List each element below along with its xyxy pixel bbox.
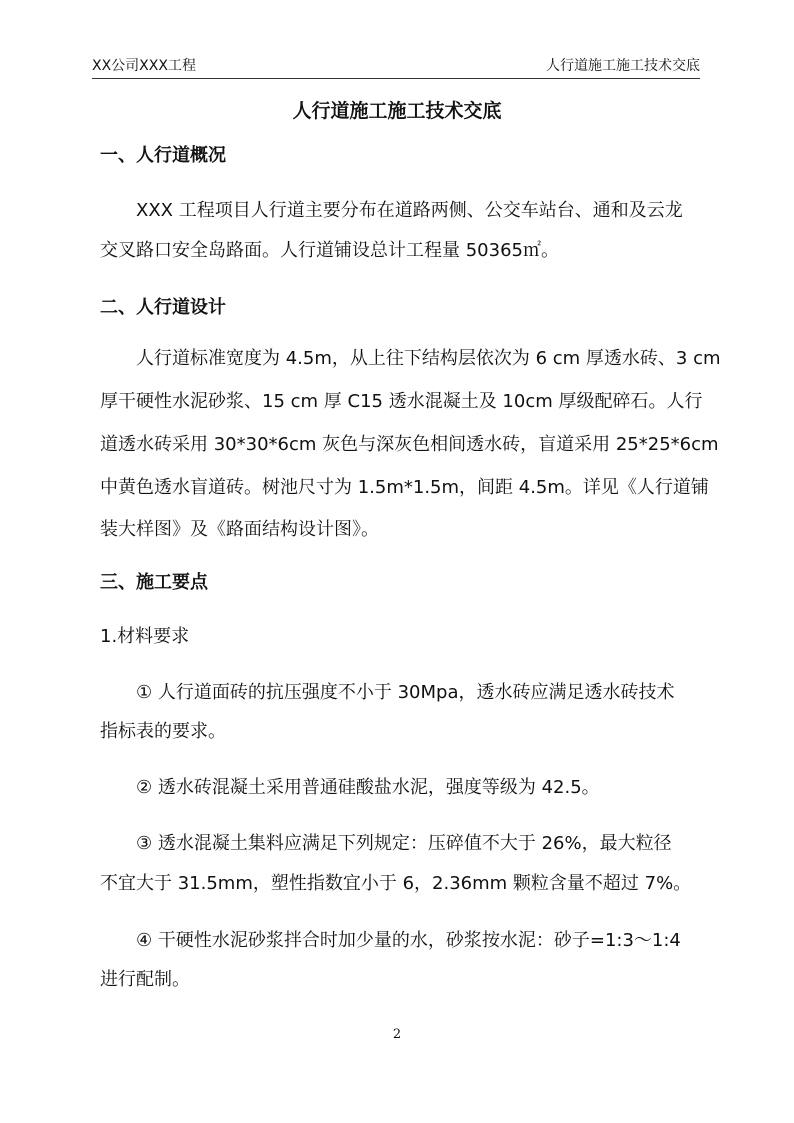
list-item-line: ③ 透水混凝土集料应满足下列规定：压碎值不大于 26%，最大粒径 bbox=[136, 833, 672, 854]
list-item-line: ① 人行道面砖的抗压强度不小于 30Mpa，透水砖应满足透水砖技术 bbox=[136, 682, 675, 703]
list-item-line: 指标表的要求。 bbox=[100, 721, 226, 742]
section-heading-overview: 一、人行道概况 bbox=[100, 145, 226, 166]
page-number: 2 bbox=[392, 1027, 402, 1042]
paragraph-line: 交叉路口安全岛路面。人行道铺设总计工程量 50365㎡。 bbox=[100, 240, 559, 261]
document-title: 人行道施工施工技术交底 bbox=[292, 100, 502, 122]
section-heading-key-points: 三、施工要点 bbox=[100, 572, 208, 593]
subsection-heading-materials: 1.材料要求 bbox=[100, 626, 190, 647]
paragraph-line: 人行道标准宽度为 4.5m，从上往下结构层依次为 6 cm 厚透水砖、3 cm bbox=[136, 348, 721, 369]
header-company-project: XX公司XXX工程 bbox=[92, 58, 196, 74]
paragraph-line: 中黄色透水盲道砖。树池尺寸为 1.5m*1.5m，间距 4.5m。详见《人行道铺 bbox=[100, 477, 709, 498]
section-heading-design: 二、人行道设计 bbox=[100, 297, 226, 318]
list-item-line: 不宜大于 31.5mm，塑性指数宜小于 6，2.36mm 颗粒含量不超过 7%。 bbox=[100, 873, 692, 894]
page-header bbox=[92, 56, 700, 79]
paragraph-line: 厚干硬性水泥砂浆、15 cm 厚 C15 透水混凝土及 10cm 厚级配碎石。人行 bbox=[100, 391, 703, 412]
list-item-line: ④ 干硬性水泥砂浆拌合时加少量的水，砂浆按水泥：砂子=1:3～1:4 bbox=[136, 930, 681, 951]
header-doc-title: 人行道施工施工技术交底 bbox=[546, 58, 700, 74]
list-item-line: ② 透水砖混凝土采用普通硅酸盐水泥，强度等级为 42.5。 bbox=[136, 777, 600, 798]
paragraph-line: 道透水砖采用 30*30*6cm 灰色与深灰色相间透水砖，盲道采用 25*25*6cm bbox=[100, 434, 719, 455]
list-item-line: 进行配制。 bbox=[100, 969, 190, 990]
paragraph-line: XXX 工程项目人行道主要分布在道路两侧、公交车站台、通和及云龙 bbox=[136, 200, 683, 221]
paragraph-line: 装大样图》及《路面结构设计图》。 bbox=[100, 519, 379, 540]
